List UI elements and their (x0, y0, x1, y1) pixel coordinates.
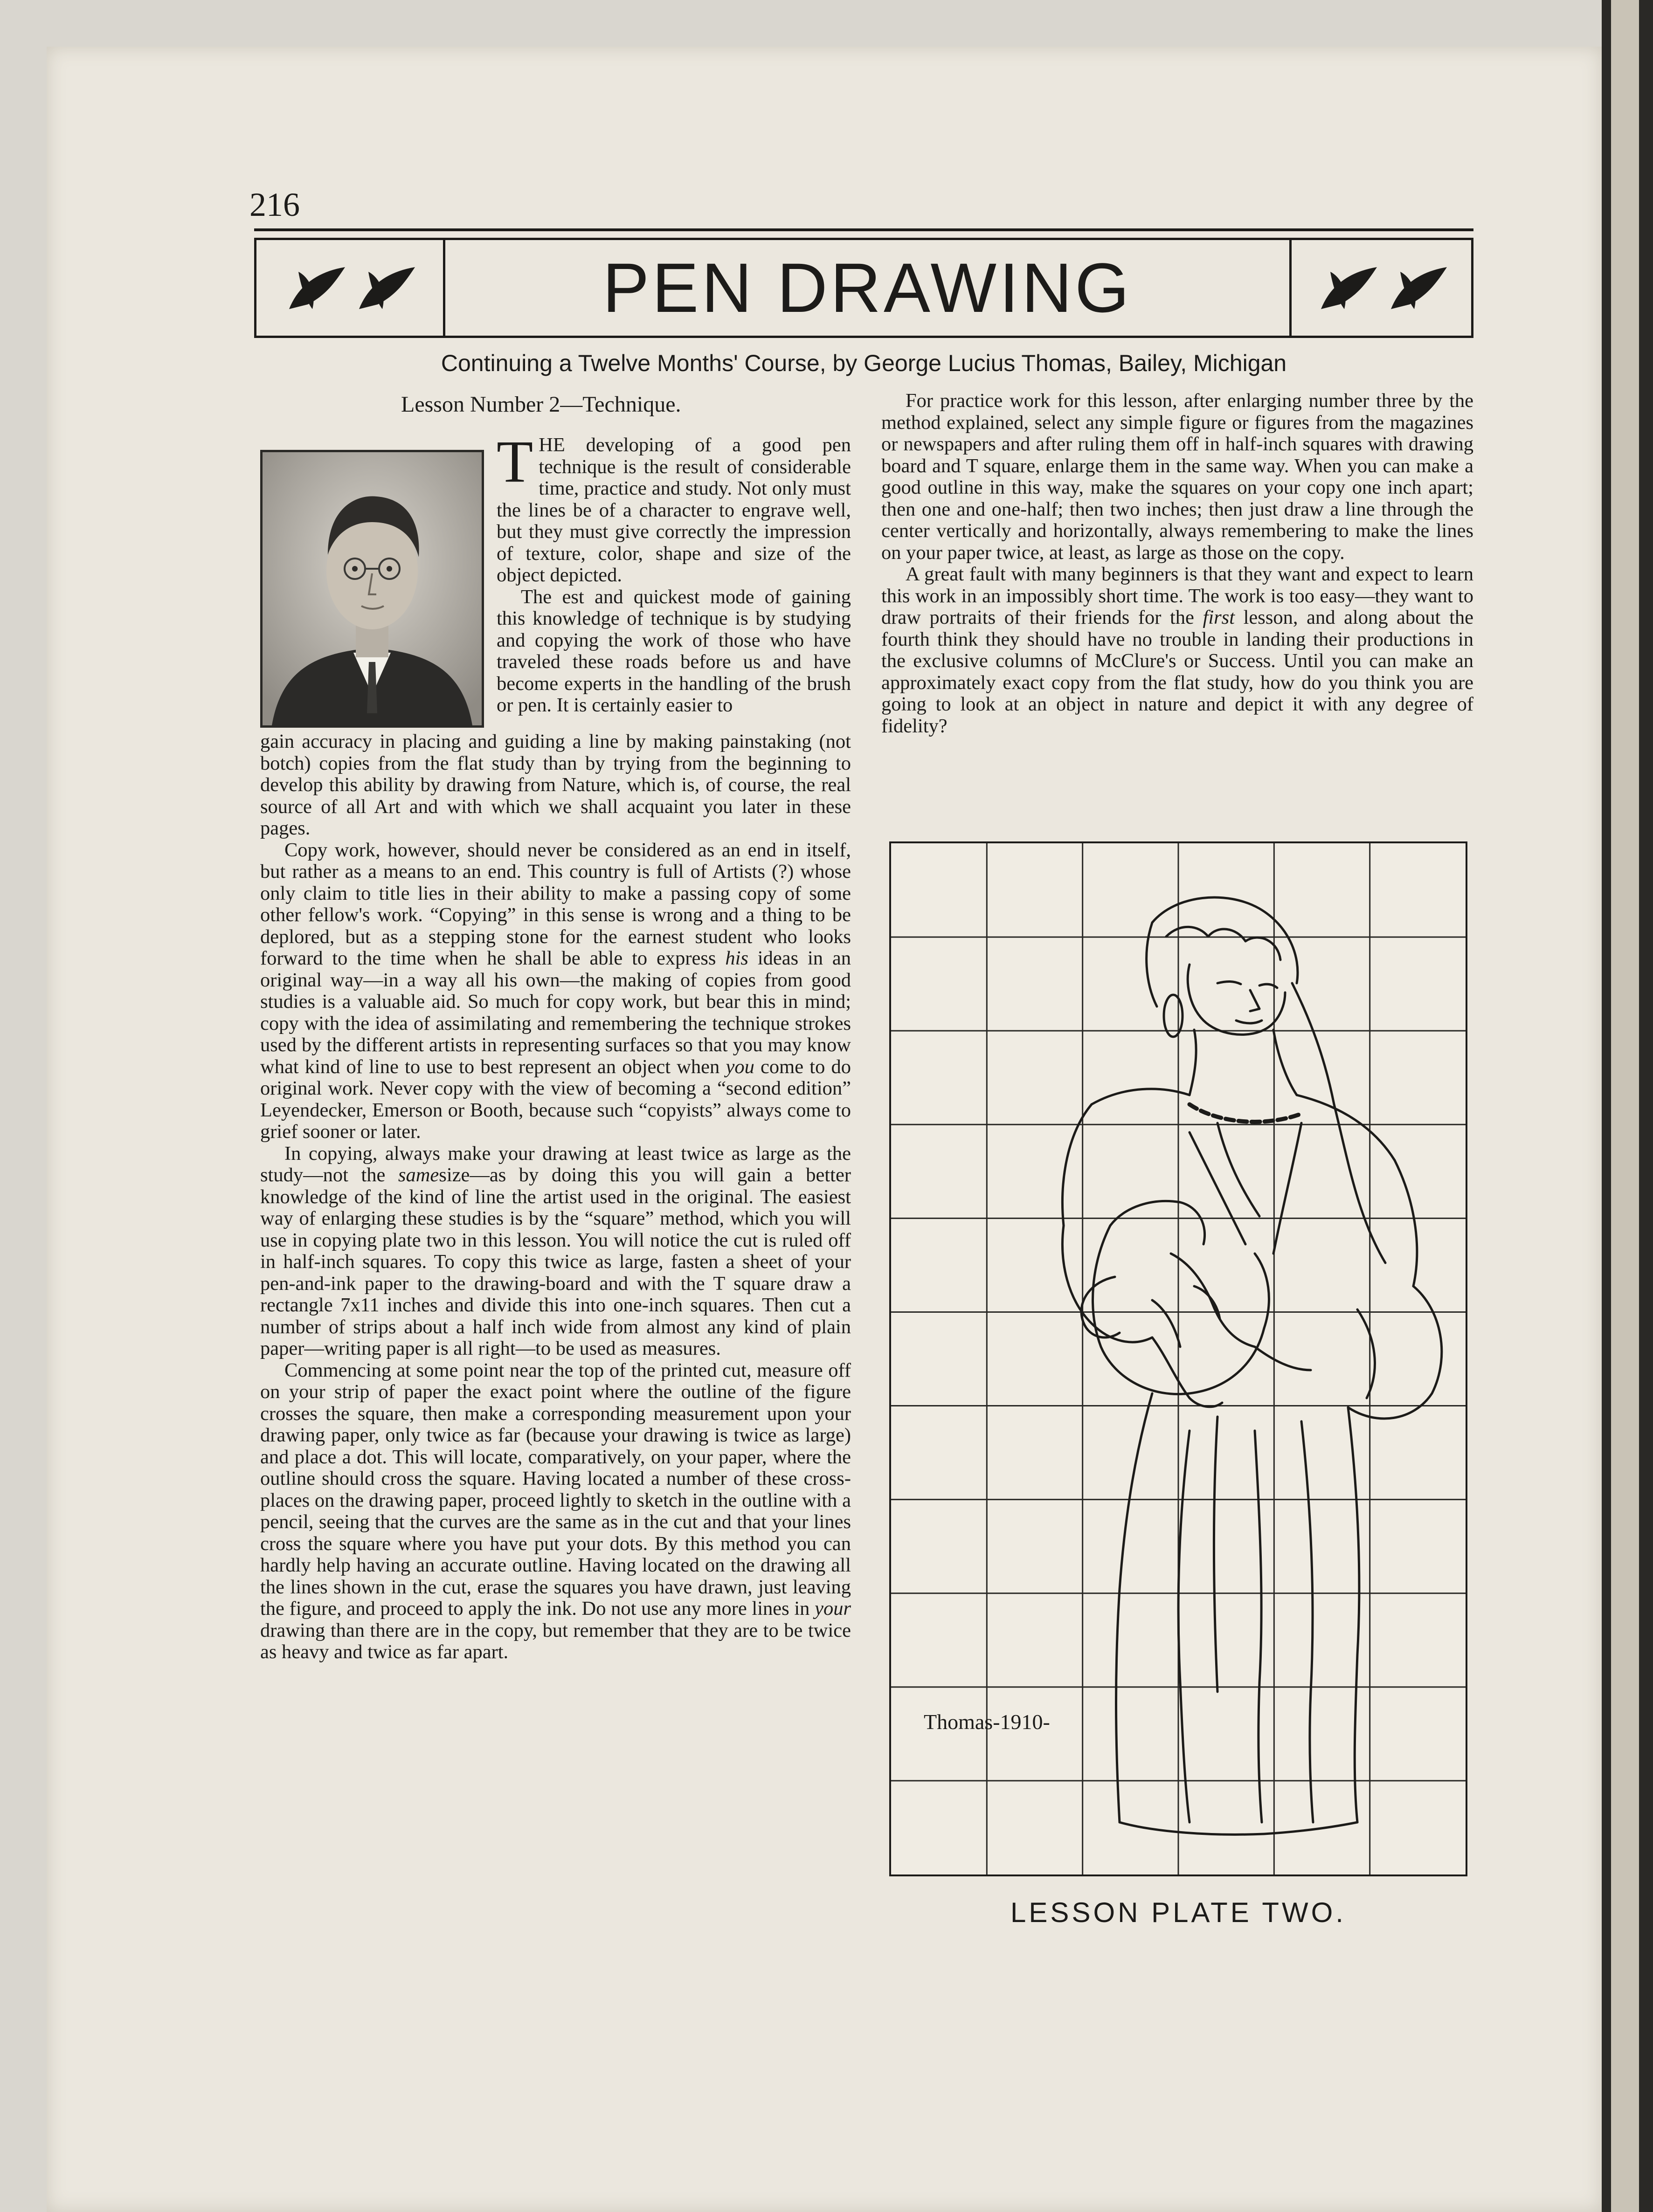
lesson-plate-drawing (891, 843, 1466, 1874)
paragraph-1: HE developing of a good pen technique is the result of considerable time, practice and study. Not only must the lines be of a character to engrave well, but they must give correctly the impression of texture, color, shape and size of the object depicted. (497, 434, 851, 586)
portrait-photo-icon (263, 452, 482, 725)
plate-caption: LESSON PLATE TWO. (1010, 1897, 1346, 1928)
dropcap: T (497, 428, 533, 495)
paragraph-4: In copying, always make your drawing at least twice as large as the study—not the samesize—as by doing this you will gain a better knowledge of the kind of line the artist used in the original. The easiest way of enlarging these studies is by the “square” method, which you will use in copying plate two in this lesson. You will notice the cut is ruled off in half-inch squares. To copy this twice as large, fasten a sheet of your pen-and-ink paper to the drawing-board and with the T square draw a rectangle 7x11 inches and divide this into one-inch squares. Then cut a number of strips about a half inch wide from almost any kind of plain paper—writing paper is all right—to be used as measures. (260, 1142, 851, 1359)
leaf-ornament-icon (280, 258, 420, 318)
paragraph-7: A great fault with many beginners is that they want and expect to learn this work in an impossibly short time. The work is too easy—they want to draw portraits of their friends for the first lesson, and along about the fourth think they should have no trouble in landing their productions in the exclusive columns of McClure's or Success. Until you can make an approximately exact copy from the flat study, how do you think you are going to look at an object in nature and depict it with any degree of fidelity? (881, 563, 1473, 737)
header-ornament-left (256, 240, 445, 336)
paragraph-3: Copy work, however, should never be considered as an end in itself, but rather as a means to an end. This country is full of Artists (?) whose only claim to title lies in their ability to make a passing copy of some other fellow's work. “Copying” in this sense is wrong and a thing to be deplored, but as a stepping stone for the earnest student who looks forward to the time when he shall be able to express his ideas in an original way—in a way all his own—the making of copies from good studies is a valuable aid. So much for copy work, but bear this in mind; copy with the idea of assimilating and remembering the technique strokes used by the different artists in representing surfaces so that you may know what kind of line to use to best represent an object when you come to do original work. Never copy with the view of becoming a “second edition” Leyendecker, Emerson or Booth, because such “copyists” always come to grief sooner or later. (260, 839, 851, 1143)
plate-signature: Thomas-1910- (924, 1710, 1050, 1734)
article-subtitle: Continuing a Twelve Months' Course, by George Lucius Thomas, Bailey, Michigan (441, 350, 1287, 376)
leaf-ornament-icon (1312, 258, 1452, 318)
column1-body (260, 731, 851, 1663)
paragraph-6: For practice work for this lesson, after enlarging number three by the method explained, select any simple figure or figures from the magazines or newspapers and after ruling them off in half-inch squares with drawing board and T square, enlarge them in the same way. When you can make a good outline in this way, make the squares on your copy one inch apart; then one and one-half; then two inches; then just draw a line through the center vertically and horizontally, always remembering to make the lines on your paper twice, at least, as large as those on the copy. (881, 390, 1473, 564)
page-title: PEN DRAWING (602, 248, 1132, 327)
woman-figure-drawing (1063, 897, 1442, 1834)
header-ornament-right (1289, 240, 1471, 336)
lesson-plate (889, 841, 1467, 1876)
header-top-rule (254, 228, 1473, 231)
header-box (254, 238, 1473, 338)
column2-body (881, 390, 1473, 737)
paragraph-2-lead: The est and quickest mode of gaining this knowledge of technique is by studying and copying the work of those who have traveled these roads before us and have become experts in the handling of the brush or pen. It is certainly easier to (497, 586, 851, 716)
binding-edge (1602, 0, 1653, 2212)
portrait-photo (260, 450, 484, 728)
lesson-label: Lesson Number 2—Technique. (401, 392, 681, 417)
column1-top (497, 428, 851, 717)
paragraph-2-rest: gain accuracy in placing and guiding a line by making painstaking (not botch) copies from the flat study than by trying from the beginning to develop this ability by drawing from Nature, which is, of course, the real source of all Art and with which we shall acquaint you later in these pages. (260, 730, 851, 839)
page-number: 216 (249, 186, 300, 223)
paragraph-5: Commencing at some point near the top of the printed cut, measure off on your strip of paper the exact point where the outline of the figure crosses the square, then make a corresponding measurement upon your drawing paper, only twice as far (because your drawing is twice as large) and place a dot. This will locate, comparatively, on your paper, where the outline should cross the square. Having located a number of these cross-places on the drawing paper, proceed lightly to sketch in the outline with a pencil, seeing that the curves are the same as in the cut and that your lines cross the square where you have put your dots. By this method you can hardly help having an accurate outline. Having located on the drawing all the lines shown in the cut, erase the squares you have drawn, just leaving the figure, and proceed to apply the ink. Do not use any more lines in your drawing than there are in the copy, but remember that they are to be twice as heavy and twice as far apart. (260, 1359, 851, 1663)
